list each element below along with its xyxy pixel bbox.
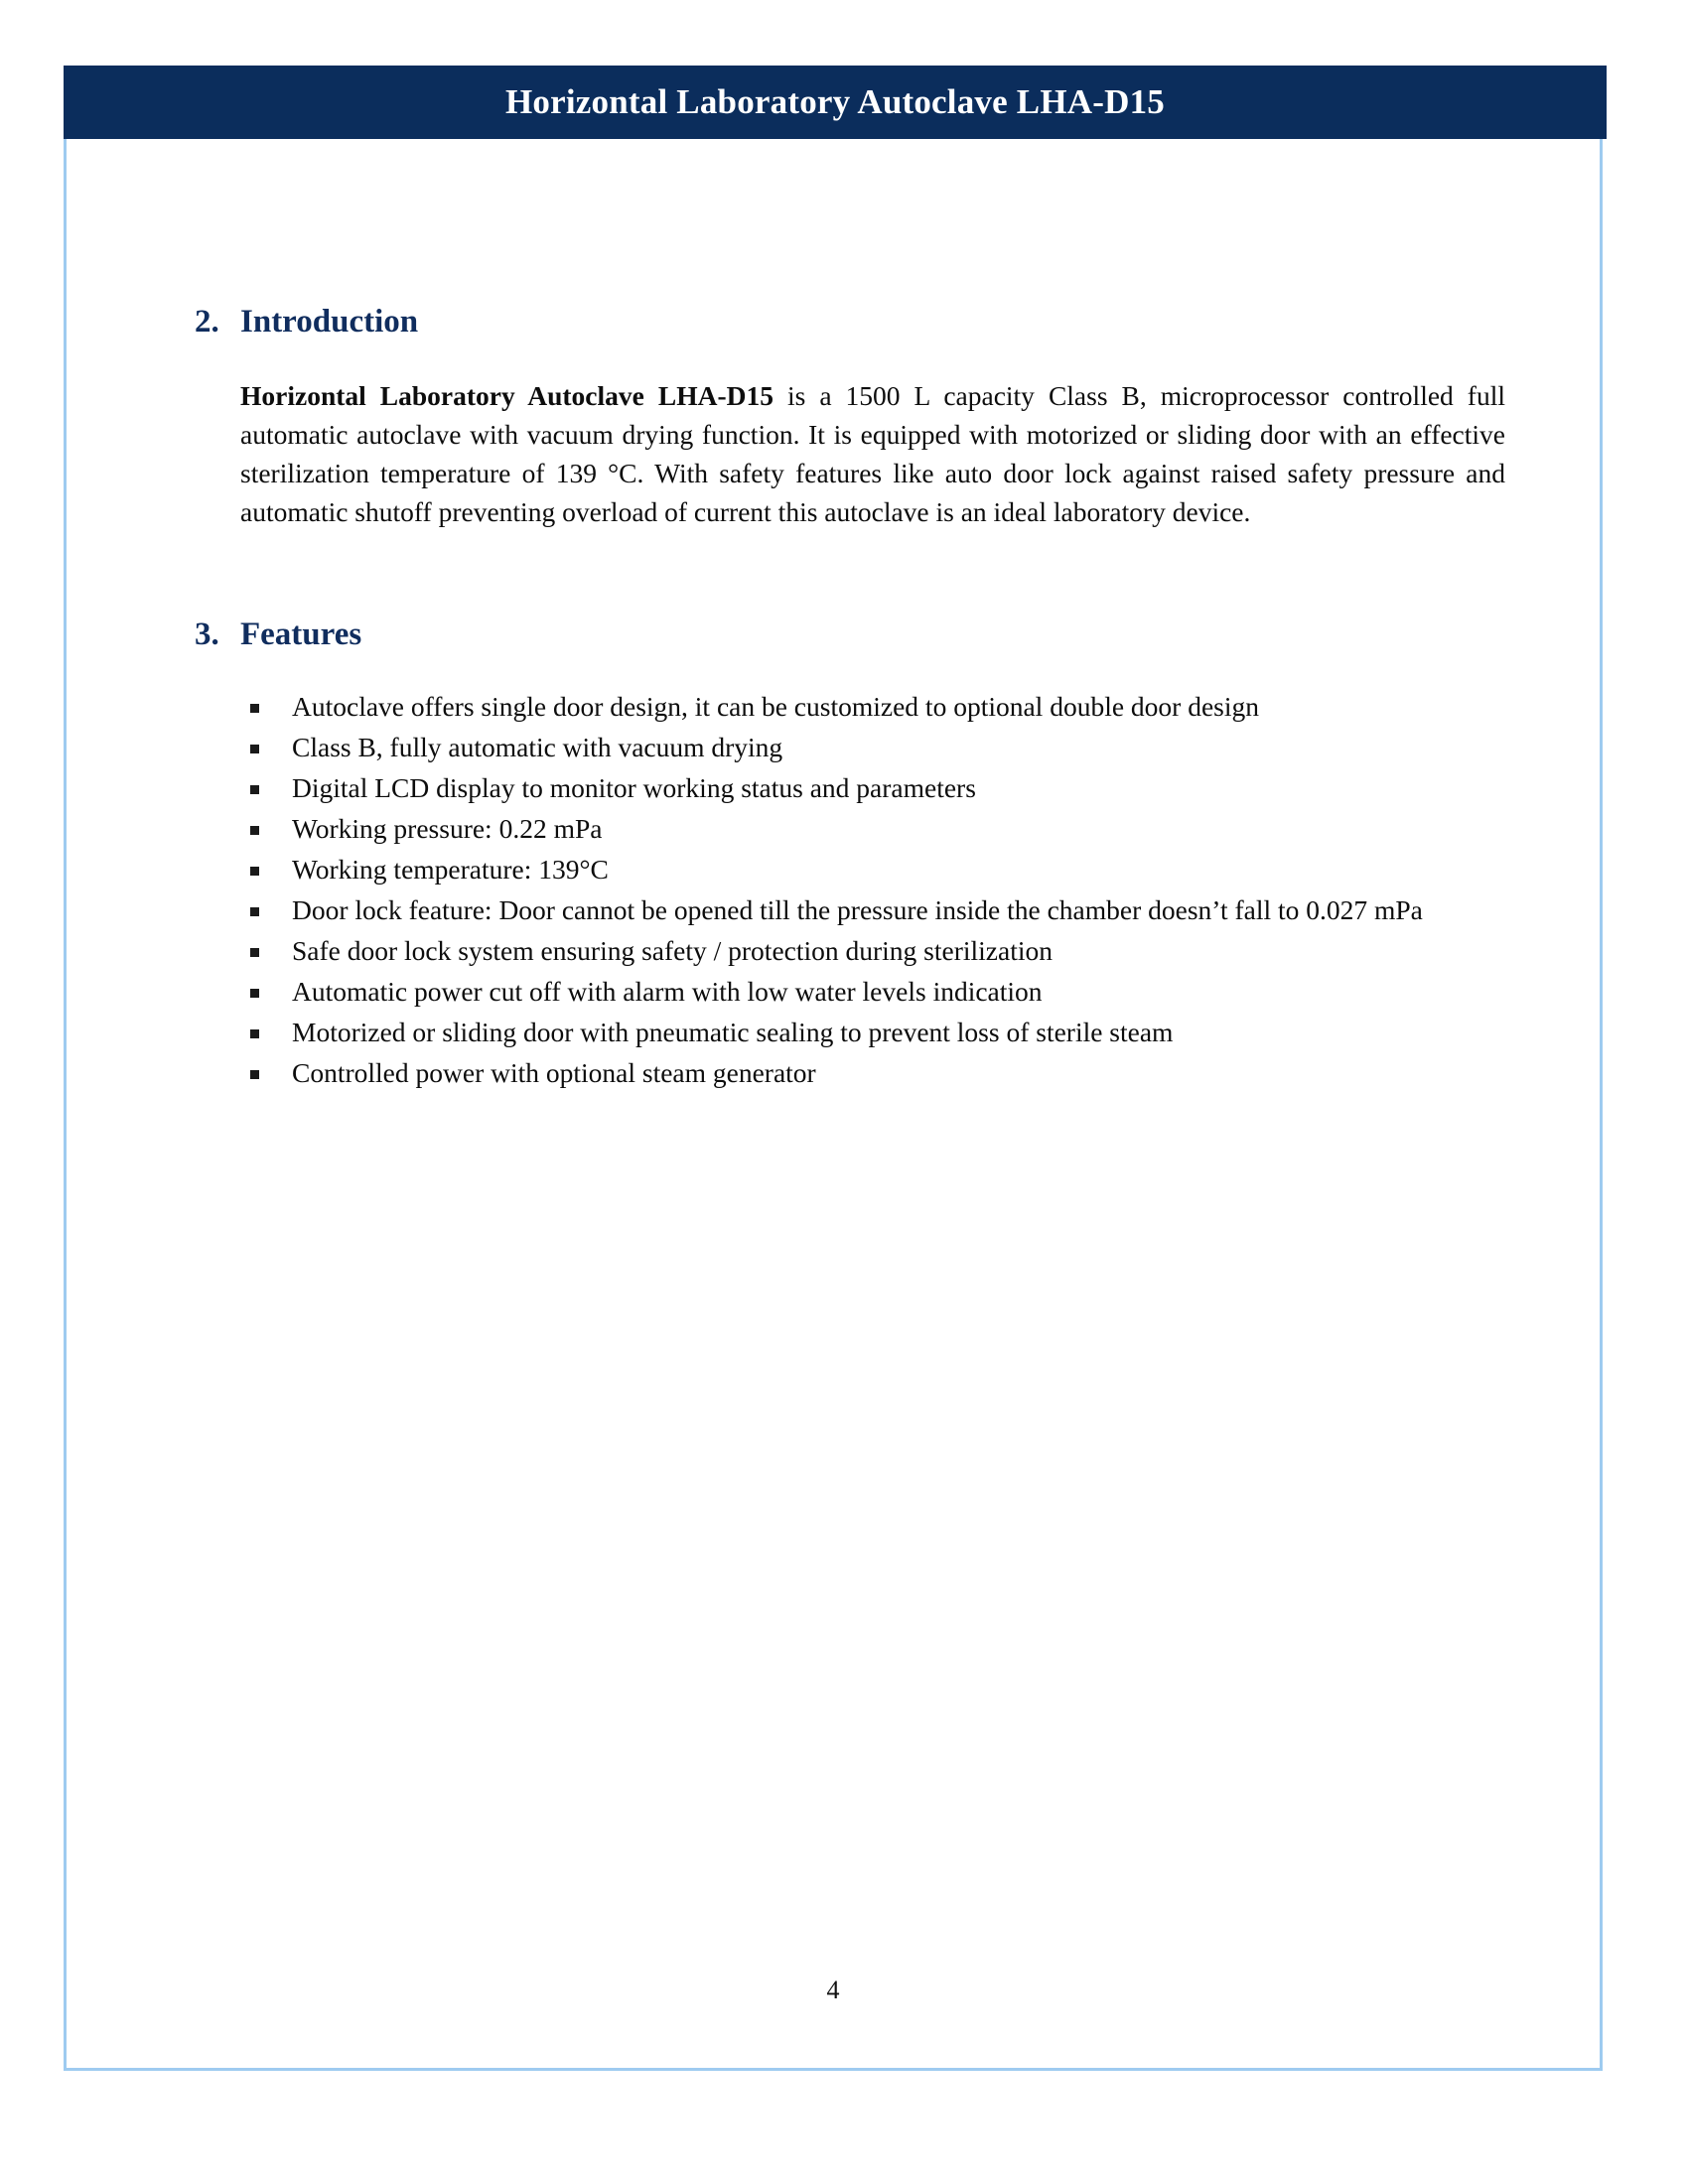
list-item-label: Controlled power with optional steam generator [292,1057,816,1088]
list-item [240,1053,1505,1092]
list-item [240,931,1505,970]
list-item [240,972,1505,1011]
page-number-footer: 4 [826,1976,840,2004]
list-item-label: Class B, fully automatic with vacuum drying [292,732,783,762]
list-item [240,768,1505,807]
list-item [240,728,1505,766]
list-item [240,687,1505,726]
square-bullet-icon [250,704,259,713]
introduction-paragraph [240,376,1505,531]
section-heading-features [195,616,1505,653]
list-item-label: Automatic power cut off with alarm with low water levels indication [292,976,1043,1007]
document-header-band [64,66,1607,139]
section-number-features: 3. [195,616,219,652]
document-body-column [195,304,1505,1094]
square-bullet-icon [250,1070,259,1079]
square-bullet-icon [250,1029,259,1038]
introduction-paragraph-body: is a 1500 L capacity Class B, microprocessor controlled full automatic autoclave with vacuum drying function. It is equipped with motorized or sliding door with an effective sterilization temperature of 139 °C. With safety features like auto door lock against raised safety pressure and automatic shutoff preventing overload of current this autoclave is an ideal laboratory device. [240,380,1505,527]
list-item [240,890,1505,929]
list-item-label: Safe door lock system ensuring safety / protection during sterilization [292,935,1053,966]
list-item [240,850,1505,888]
square-bullet-icon [250,907,259,916]
section-heading-introduction [195,304,1505,341]
section-number-introduction: 2. [195,304,219,340]
introduction-paragraph-lead: Horizontal Laboratory Autoclave LHA-D15 [240,380,774,411]
square-bullet-icon [250,745,259,753]
square-bullet-icon [250,785,259,794]
square-bullet-icon [250,989,259,998]
section-title-introduction: Introduction [240,304,419,340]
list-item-label: Autoclave offers single door design, it can be customized to optional double door design [292,691,1259,722]
list-item-label: Motorized or sliding door with pneumatic sealing to prevent loss of sterile steam [292,1017,1174,1047]
list-item-label: Door lock feature: Door cannot be opened till the pressure inside the chamber doesn’t fall to 0.027 mPa [292,894,1423,925]
page-content [64,125,1603,2071]
square-bullet-icon [250,826,259,835]
list-item-label: Working temperature: 139°C [292,854,609,885]
features-list [240,687,1505,1092]
list-item [240,1013,1505,1051]
document-header-title: Horizontal Laboratory Autoclave LHA-D15 [505,82,1165,121]
list-item [240,809,1505,848]
list-item-label: Working pressure: 0.22 mPa [292,813,603,844]
square-bullet-icon [250,948,259,957]
square-bullet-icon [250,867,259,876]
section-title-features: Features [240,616,362,652]
list-item-label: Digital LCD display to monitor working status and parameters [292,772,976,803]
